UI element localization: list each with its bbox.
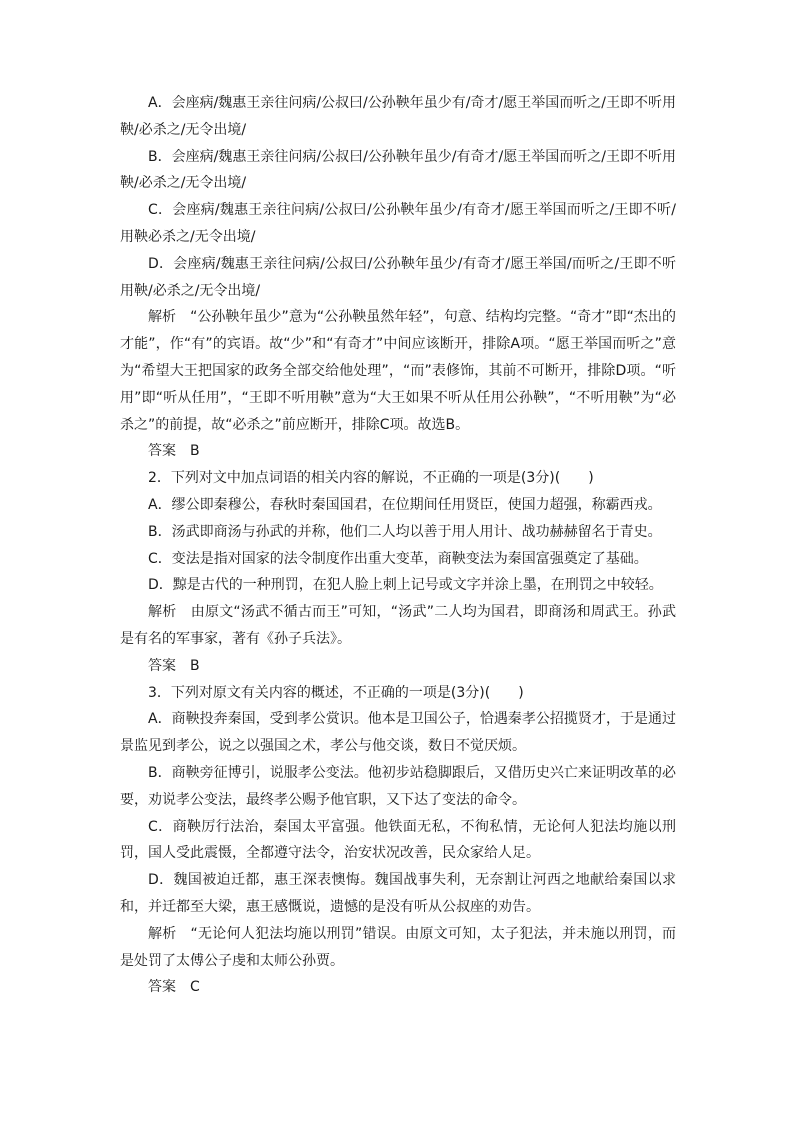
answer-value: C [190,979,200,996]
q2-option-a: A．缪公即秦穆公，春秋时秦国国君，在位期间任用贤臣，使国力超强，称霸西戎。 [148,496,662,513]
q1-answer [120,438,676,465]
q2-option-d: D．黥是古代的一种刑罚，在犯人脸上刺上记号或文字并涂上墨，在刑罚之中较轻。 [148,577,663,594]
q3-option-c: C．商鞅厉行法治，秦国太平富强。他铁面无私，不徇私情，无论何人犯法均施以刑罚，国人受此震慑，全都遵守法令，治安状况改善，民众家给人足。 [120,818,676,862]
analysis-label: 解析 [148,925,177,942]
answer-label: 答案 [148,657,176,674]
q2-answer [120,653,676,680]
document-page [120,90,676,1001]
analysis-text: 由原文“汤武不循古而王”可知，“汤武”二人均为国君，即商汤和周武王。孙武是有名的军事家，著有《孙子兵法》。 [120,604,677,647]
q2-analysis [120,599,676,653]
answer-value: B [190,657,200,674]
analysis-text: “无论何人犯法均施以刑罚”错误。由原文可知，太子犯法，并未施以刑罚，而是处罚了太傅公子虔和太师公孙贾。 [120,925,676,969]
answer-value: B [190,443,200,460]
q3-option-d: D．魏国被迫迁都，惠王深表懊悔。魏国战事失利，无奈割让河西之地献给秦国以求和，并迁都至大梁，惠王感慨说，遗憾的是没有听从公叔座的劝告。 [120,872,676,915]
q1-option-c: C．会座病/魏惠王亲往问病/公叔曰/公孙鞅年虽少/有奇才/愿王举国而听之/王即不听/用鞅必杀之/无令出境/ [120,202,676,245]
q3-option-b: B．商鞅旁征博引，说服孝公变法。他初步站稳脚跟后，又借历史兴亡来证明改革的必要，劝说孝公变法，最终孝公赐予他官职，又下达了变法的命令。 [120,764,676,808]
analysis-text: “公孙鞅年虽少”意为“公孙鞅虽然年轻”，句意、结构均完整。“奇才”即“杰出的才能”，作“有”的宾语。故“少”和“有奇才”中间应该断开，排除A项。“愿王举国而听之”意为“希望大王把国家的政务全部交给他处理”，“而”表修饰，其前不可断开，排除D项。“听用”即“听从任用”，“王即不听用鞅”意为“大王如果不听从任用公孙鞅”，“不听用鞅”为“必杀之”的前提，故“必杀之”前应断开，排除C项。故选B。 [120,309,676,433]
q1-option-b: B．会座病/魏惠王亲往问病/公叔曰/公孙鞅年虽少/有奇才/愿王举国而听之/王即不听用鞅/必杀之/无令出境/ [120,148,676,192]
q2-question: 2．下列对文中加点词语的相关内容的解说，不正确的一项是(3分)( ) [148,470,594,487]
q1-option-a: A．会座病/魏惠王亲往问病/公叔曰/公孙鞅年虽少有/奇才/愿王举国而听之/王即不听用鞅/必杀之/无令出境/ [120,95,676,138]
q3-question: 3．下列对原文有关内容的概述，不正确的一项是(3分)( ) [148,684,524,701]
q3-option-a: A．商鞅投奔秦国，受到孝公赏识。他本是卫国公子，恰遇秦孝公招揽贤才，于是通过景监见到孝公，说之以强国之术，孝公与他交谈，数日不觉厌烦。 [120,711,676,755]
q2-option-b: B．汤武即商汤与孙武的并称，他们二人均以善于用人用计、战功赫赫留名于青史。 [148,523,662,540]
q1-option-d: D．会座病/魏惠王亲往问病/公叔曰/公孙鞅年虽少/有奇才/愿王举国/而听之/王即不听用鞅/必杀之/无令出境/ [120,255,676,299]
q3-answer [120,974,676,1001]
analysis-label: 解析 [148,604,177,621]
answer-label: 答案 [148,979,176,996]
q2-option-c: C．变法是指对国家的法令制度作出重大变革，商鞅变法为秦国富强奠定了基础。 [148,550,648,567]
answer-label: 答案 [148,443,176,460]
q3-analysis [120,921,676,975]
analysis-label: 解析 [148,309,177,326]
q1-analysis [120,304,676,438]
